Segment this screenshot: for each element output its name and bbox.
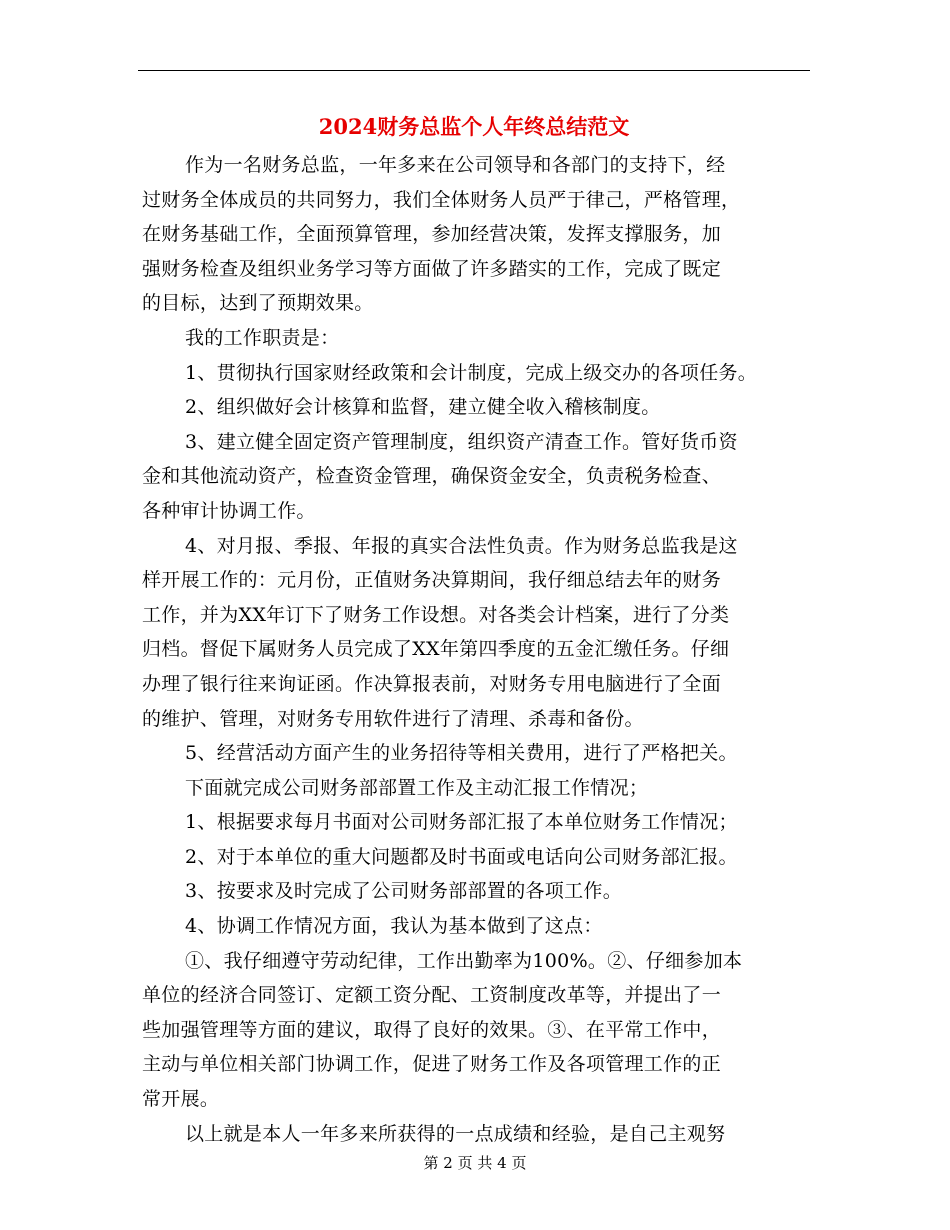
body-line: 4、对月报、季报、年报的真实合法性负责。作为财务总监我是这 <box>185 534 738 557</box>
body-line: 单位的经济合同签订、定额工资分配、工资制度改革等，并提出了一 <box>142 984 722 1007</box>
body-line: 1、贯彻执行国家财经政策和会计制度，完成上级交办的各项任务。 <box>185 361 758 384</box>
body-line: 1、根据要求每月书面对公司财务部汇报了本单位财务工作情况； <box>185 811 738 834</box>
body-line: 各种审计协调工作。 <box>142 499 316 522</box>
body-line: 强财务检查及组织业务学习等方面做了许多踏实的工作，完成了既定 <box>142 257 722 280</box>
body-line: 3、按要求及时完成了公司财务部部置的各项工作。 <box>185 880 622 903</box>
body-line: 主动与单位相关部门协调工作，促进了财务工作及各项管理工作的正 <box>142 1053 722 1076</box>
page-number: 第 2 页 共 4 页 <box>423 1154 527 1172</box>
body-line: 办理了银行往来询证函。作决算报表前，对财务专用电脑进行了全面 <box>142 672 722 695</box>
body-line: 过财务全体成员的共同努力，我们全体财务人员严于律己，严格管理， <box>142 188 741 211</box>
body-line: ①、我仔细遵守劳动纪律，工作出勤率为100%。②、仔细参加本 <box>185 949 743 972</box>
body-line: 金和其他流动资产，检查资金管理，确保资金安全，负责税务检查、 <box>142 465 722 488</box>
body-line: 的目标，达到了预期效果。 <box>142 292 374 315</box>
body-line: 常开展。 <box>142 1088 220 1111</box>
document-body <box>142 148 812 1151</box>
header-rule <box>138 70 810 71</box>
body-line: 4、协调工作情况方面，我认为基本做到了这点： <box>185 915 603 938</box>
body-line: 3、建立健全固定资产管理制度，组织资产清查工作。管好货币资 <box>185 430 738 453</box>
body-line: 在财务基础工作，全面预算管理，参加经营决策，发挥支撑服务，加 <box>142 223 722 246</box>
body-line: 工作，并为XX年订下了财务工作设想。对各类会计档案，进行了分类 <box>142 603 730 626</box>
body-line: 归档。督促下属财务人员完成了XX年第四季度的五金汇缴任务。仔细 <box>142 638 730 661</box>
body-line: 样开展工作的：元月份，正值财务决算期间，我仔细总结去年的财务 <box>142 569 722 592</box>
document-title: 2024财务总监个人年终总结范文 <box>318 114 630 139</box>
body-line: 我的工作职责是： <box>185 326 340 349</box>
body-line: 以上就是本人一年多来所获得的一点成绩和经验，是自己主观努 <box>185 1122 726 1145</box>
body-line: 2、组织做好会计核算和监督，建立健全收入稽核制度。 <box>185 396 661 419</box>
body-line: 些加强管理等方面的建议，取得了良好的效果。③、在平常工作中， <box>142 1018 722 1041</box>
body-line: 作为一名财务总监，一年多来在公司领导和各部门的支持下，经 <box>185 154 726 176</box>
body-line: 下面就完成公司财务部部置工作及主动汇报工作情况； <box>185 776 649 799</box>
body-line: 2、对于本单位的重大问题都及时书面或电话向公司财务部汇报。 <box>185 845 738 868</box>
body-line: 5、经营活动方面产生的业务招待等相关费用，进行了严格把关。 <box>185 742 738 765</box>
body-line: 的维护、管理，对财务专用软件进行了清理、杀毒和备份。 <box>142 707 644 730</box>
